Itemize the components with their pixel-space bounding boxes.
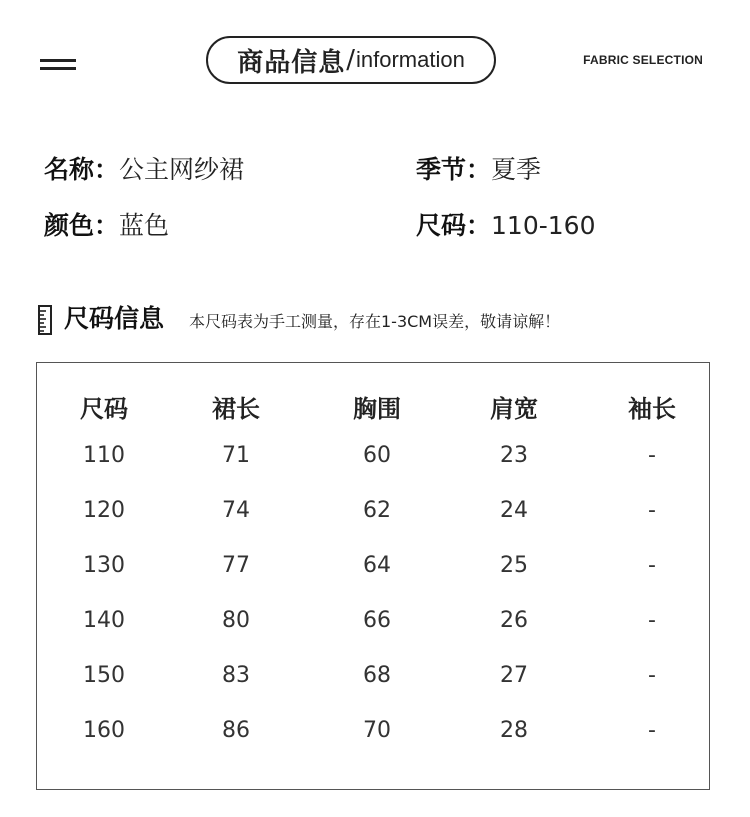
table-cell: 64 — [363, 553, 391, 578]
title-english: information — [355, 47, 465, 72]
table-cell: 23 — [500, 443, 528, 468]
info-color — [44, 211, 169, 241]
table-cell: 130 — [83, 553, 125, 578]
menu-icon[interactable] — [40, 59, 76, 71]
table-cell: 160 — [83, 718, 125, 743]
table-cell: 110 — [83, 443, 125, 468]
info-season — [416, 155, 541, 185]
table-cell: - — [648, 608, 656, 633]
info-color-value: 蓝色 — [119, 211, 170, 240]
table-cell: 86 — [222, 718, 250, 743]
info-size-key: 尺码： — [416, 211, 492, 240]
table-cell: 80 — [222, 608, 250, 633]
table-cell: - — [648, 718, 656, 743]
table-cell: - — [648, 443, 656, 468]
table-cell: 60 — [363, 443, 391, 468]
info-season-key: 季节： — [416, 155, 492, 184]
table-cell: 68 — [363, 663, 391, 688]
info-season-value: 夏季 — [491, 155, 542, 184]
info-name — [44, 155, 244, 185]
table-cell: 120 — [83, 498, 125, 523]
table-header-size: 尺码 — [80, 395, 128, 423]
table-cell: - — [648, 663, 656, 688]
table-cell: 26 — [500, 608, 528, 633]
table-header-shoulder: 肩宽 — [490, 395, 538, 423]
table-cell: 74 — [222, 498, 250, 523]
title-separator: / — [346, 45, 355, 75]
table-cell: 24 — [500, 498, 528, 523]
table-cell: - — [648, 498, 656, 523]
table-header-bust: 胸围 — [353, 395, 401, 423]
info-color-key: 颜色： — [44, 211, 120, 240]
table-cell: 28 — [500, 718, 528, 743]
info-size — [416, 211, 595, 241]
ruler-icon — [38, 305, 52, 335]
info-name-value: 公主网纱裙 — [119, 155, 245, 184]
size-table — [36, 362, 710, 790]
info-name-key: 名称： — [44, 155, 120, 184]
table-cell: - — [648, 553, 656, 578]
size-info-heading: 尺码信息 — [64, 304, 165, 333]
page-title — [206, 36, 496, 84]
menu-icon-bar-bottom — [40, 67, 76, 70]
table-cell: 83 — [222, 663, 250, 688]
table-cell: 27 — [500, 663, 528, 688]
table-cell: 25 — [500, 553, 528, 578]
table-header-skirt-length: 裙长 — [212, 395, 260, 423]
table-cell: 70 — [363, 718, 391, 743]
info-size-value: 110-160 — [491, 211, 596, 240]
menu-icon-bar-top — [40, 59, 76, 62]
fabric-selection-label: FABRIC SELECTION — [583, 53, 703, 67]
table-cell: 66 — [363, 608, 391, 633]
table-cell: 140 — [83, 608, 125, 633]
table-cell: 77 — [222, 553, 250, 578]
table-cell: 62 — [363, 498, 391, 523]
size-info-note: 本尺码表为手工测量，存在1-3CM误差，敬请谅解！ — [189, 312, 561, 331]
table-header-sleeve: 袖长 — [628, 395, 676, 423]
table-cell: 71 — [222, 443, 250, 468]
title-chinese: 商品信息 — [237, 47, 346, 78]
table-cell: 150 — [83, 663, 125, 688]
